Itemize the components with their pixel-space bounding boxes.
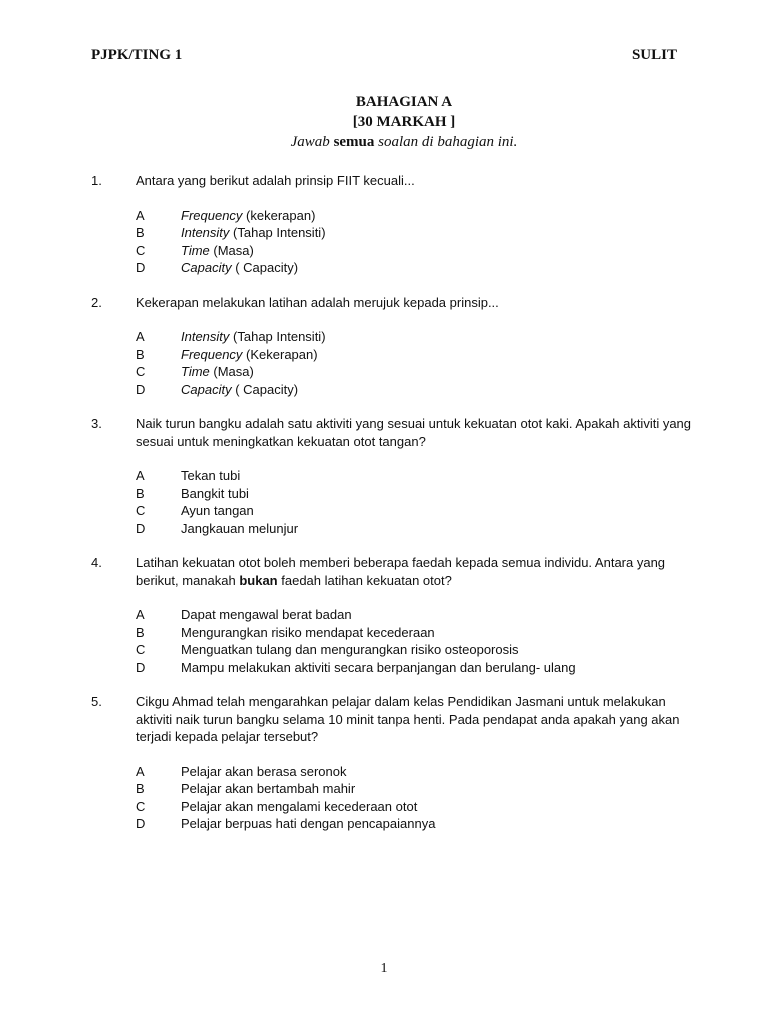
option-text: Pelajar berpuas hati dengan pencapaiannya — [181, 816, 436, 831]
option-text: (Kekerapan) — [242, 346, 318, 362]
option-c — [91, 641, 711, 659]
option-letter: B — [136, 485, 145, 501]
option-letter: B — [136, 781, 145, 796]
header-right-classification: SULIT — [631, 47, 677, 63]
question-stem: Naik turun bangku adalah satu aktiviti yang sesuai untuk kekuatan otot kaki. Apakah aktiviti yang sesuai untuk meningkatkan kekuatan otot tangan? — [136, 416, 692, 449]
option-a — [91, 207, 711, 225]
section-instruction — [0, 134, 768, 151]
option-letter: D — [136, 659, 146, 675]
option-c — [91, 502, 711, 520]
option-d — [91, 259, 711, 277]
option-a — [91, 467, 711, 485]
header-left-code: PJPK/TING 1 — [91, 47, 183, 63]
option-term: Capacity — [181, 381, 232, 397]
stem-part2: faedah latihan kekuatan otot? — [277, 572, 452, 588]
option-list — [91, 606, 711, 676]
option-d — [91, 381, 711, 399]
option-text: Pelajar akan bertambah mahir — [181, 781, 356, 796]
option-list — [91, 207, 711, 277]
option-a — [91, 606, 711, 624]
option-text: (Masa) — [209, 364, 254, 379]
option-letter: B — [136, 225, 145, 240]
option-d — [91, 659, 711, 677]
question-1 — [91, 172, 711, 277]
option-letter: C — [136, 364, 146, 379]
option-b — [91, 780, 711, 798]
question-stem: Kekerapan melakukan latihan adalah merujuk kepada prinsip... — [136, 294, 499, 310]
option-term: Intensity — [181, 329, 230, 344]
option-text: Pelajar akan mengalami kecederaan otot — [181, 798, 418, 814]
option-text: Pelajar akan berasa seronok — [181, 763, 347, 779]
question-3 — [91, 415, 711, 537]
option-term: Frequency — [181, 346, 243, 362]
option-text: Mengurangkan risiko mendapat kecederaan — [181, 624, 435, 640]
question-4 — [91, 554, 711, 676]
option-text: Jangkauan melunjur — [181, 520, 299, 536]
stem-bold: bukan — [239, 572, 278, 588]
option-list — [91, 328, 711, 398]
option-term: Frequency — [181, 207, 243, 223]
question-2 — [91, 294, 711, 399]
question-number: 1. — [91, 173, 102, 188]
option-text: Menguatkan tulang dan mengurangkan risiko osteoporosis — [181, 642, 519, 657]
stem-part1: Latihan kekuatan otot boleh memberi beberapa faedah kepada semua individu. Antara yang berikut, manakah — [136, 555, 666, 588]
option-list — [91, 467, 711, 537]
question-number: 5. — [91, 694, 102, 709]
option-text: Mampu melakukan aktiviti secara berpanjangan dan berulang- ulang — [181, 659, 576, 675]
page-number: 1 — [380, 961, 388, 976]
question-number: 4. — [91, 555, 102, 570]
section-marks: [30 MARKAH ] — [352, 114, 456, 130]
option-c — [91, 798, 711, 816]
option-letter: D — [136, 260, 146, 275]
question-number: 3. — [91, 416, 102, 431]
option-b — [91, 224, 711, 242]
question-stem — [136, 554, 711, 589]
question-number: 2. — [91, 294, 102, 310]
instruction-bold: semua — [333, 134, 375, 150]
option-c — [91, 363, 711, 381]
option-d — [91, 815, 711, 833]
option-letter: C — [136, 503, 146, 518]
question-5 — [91, 693, 711, 833]
question-stem — [136, 693, 711, 746]
option-letter: B — [136, 346, 145, 362]
option-term: Intensity — [181, 225, 230, 240]
option-b — [91, 485, 711, 503]
option-letter: A — [136, 207, 145, 223]
instruction-part1: Jawab — [290, 134, 334, 150]
option-text: Bangkit tubi — [181, 485, 249, 501]
option-letter: C — [136, 242, 146, 258]
option-c — [91, 242, 711, 260]
option-term: Time — [181, 364, 210, 379]
option-text: (Tahap Intensiti) — [229, 225, 326, 240]
section-title: BAHAGIAN A — [355, 94, 453, 110]
option-letter: C — [136, 642, 146, 657]
option-letter: A — [136, 607, 145, 622]
option-term: Time — [181, 242, 210, 258]
option-a — [91, 763, 711, 781]
option-b — [91, 346, 711, 364]
option-letter: A — [136, 468, 145, 483]
option-letter: A — [136, 329, 145, 344]
question-stem: Antara yang berikut adalah prinsip FIIT kecuali... — [136, 173, 415, 188]
option-text: ( Capacity) — [231, 381, 299, 397]
option-list — [91, 763, 711, 833]
option-letter: D — [136, 381, 146, 397]
option-d — [91, 520, 711, 538]
option-text: Tekan tubi — [181, 468, 241, 483]
option-text: (Tahap Intensiti) — [229, 329, 326, 344]
option-letter: C — [136, 798, 146, 814]
option-a — [91, 328, 711, 346]
option-letter: A — [136, 763, 145, 779]
stem-line1: Cikgu Ahmad telah mengarahkan pelajar dalam kelas Pendidikan Jasmani untuk melakukan — [136, 694, 666, 709]
option-letter: D — [136, 816, 146, 831]
option-letter: B — [136, 624, 145, 640]
option-text: ( Capacity) — [231, 260, 299, 275]
option-text: (kekerapan) — [242, 207, 316, 223]
question-list — [91, 172, 711, 850]
option-text: Dapat mengawal berat badan — [181, 607, 352, 622]
option-letter: D — [136, 520, 146, 536]
option-text: Ayun tangan — [181, 503, 254, 518]
instruction-part2: soalan di bahagian ini. — [374, 134, 518, 150]
option-term: Capacity — [181, 260, 232, 275]
option-b — [91, 624, 711, 642]
option-text: (Masa) — [209, 242, 254, 258]
stem-line2: aktiviti naik turun bangku selama 10 minit tanpa henti. Pada pendapat anda apakah yang akan terjadi kepada pelajar tersebut? — [136, 711, 680, 744]
